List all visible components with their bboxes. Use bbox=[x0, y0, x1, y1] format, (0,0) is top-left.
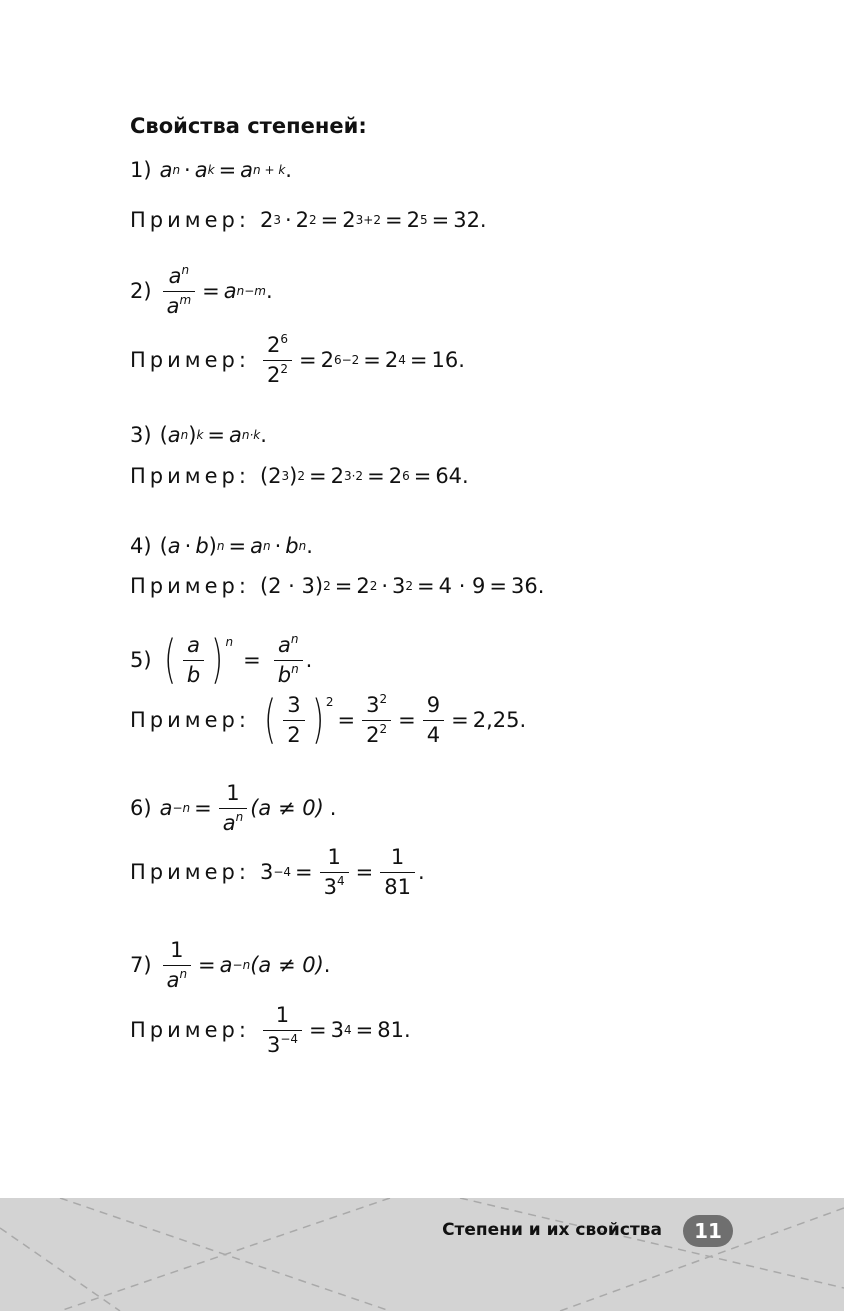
example-3: Пример: ( 2 3 ) 2 = 2 3·2 = 2 6 = 64. bbox=[130, 464, 469, 488]
parenthesized-fraction: ( $\frac{a}{b}$ ) n bbox=[163, 630, 234, 690]
fraction: $\frac{a^n}{b^n}$ bbox=[274, 633, 303, 686]
fraction: $\frac{3^2}{2^2}$ bbox=[362, 693, 391, 746]
fraction: $\frac{1}{a^n}$ bbox=[219, 781, 247, 834]
rule-3: 3) ( a n ) k = a n·k . bbox=[130, 423, 267, 447]
example-1: Пример: 2 3 · 2 2 = 2 3+2 = 2 5 = 32. bbox=[130, 208, 487, 232]
rule-6: 6) a −n = $\frac{1}{a^n}$ (a ≠ 0) . bbox=[130, 781, 337, 835]
fraction: $\frac{2^6}{2^2}$ bbox=[263, 333, 292, 386]
rule-5: 5) ( $\frac{a}{b}$ ) n = $\frac{a^n}{b^n}$ . bbox=[130, 630, 313, 690]
example-label: Пример: bbox=[130, 208, 250, 232]
fraction: $\frac{9}{4}$ bbox=[423, 693, 444, 746]
fraction: $\frac{1}{81}$ bbox=[380, 845, 415, 898]
footer-title: Степени и их свойства bbox=[442, 1220, 662, 1240]
section-heading: Свойства степеней: bbox=[130, 114, 367, 138]
rule-number: 1) bbox=[130, 158, 152, 182]
fraction: $\frac{a^n}{a^m}$ bbox=[163, 264, 196, 317]
fraction: $\frac{1}{3^{-4}}$ bbox=[263, 1003, 302, 1056]
fraction: $\frac{1}{3^4}$ bbox=[320, 845, 349, 898]
example-2: Пример: $\frac{2^6}{2^2}$ = 2 6−2 = 2 4 = 16. bbox=[130, 332, 465, 387]
example-7: Пример: $\frac{1}{3^{-4}}$ = 3 4 = 81. bbox=[130, 1003, 411, 1057]
page-number-badge: 11 bbox=[683, 1215, 733, 1247]
parenthesized-fraction: ( $\frac{3}{2}$ ) 2 bbox=[263, 690, 334, 750]
example-5: Пример: ( $\frac{3}{2}$ ) 2 = $\frac{3^2}{2^2}$ = $\frac{9}{4}$ = 2,25. bbox=[130, 690, 527, 750]
rule-1: 1) a n · a k = a n + k . bbox=[130, 158, 292, 182]
fraction: $\frac{1}{a^n}$ bbox=[163, 938, 191, 991]
condition: (a ≠ 0) bbox=[250, 796, 324, 820]
example-4: Пример: (2 · 3) 2 = 2 2 · 3 2 = 4 · 9 = 36. bbox=[130, 574, 545, 598]
rule-7: 7) $\frac{1}{a^n}$ = a −n (a ≠ 0) . bbox=[130, 938, 331, 992]
example-6: Пример: 3 −4 = $\frac{1}{3^4}$ = $\frac{1}{81}$ . bbox=[130, 845, 425, 899]
rule-2: 2) $\frac{a^n}{a^m}$ = a n−m . bbox=[130, 263, 273, 318]
rule-4: 4) ( a · b ) n = a n · b n . bbox=[130, 534, 313, 558]
